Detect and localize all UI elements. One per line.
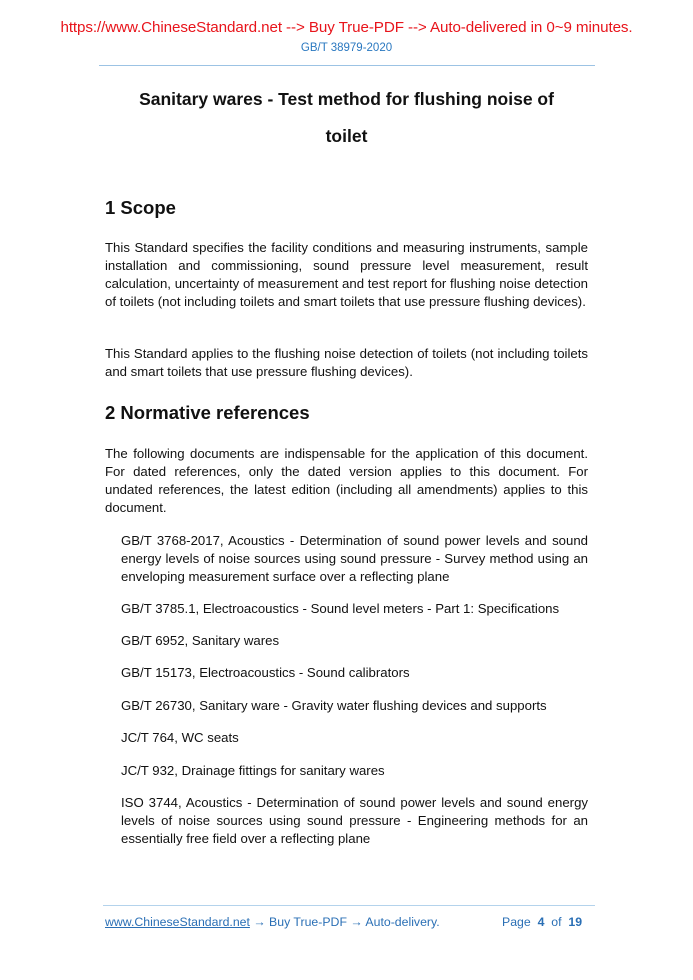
- standard-code: GB/T 38979-2020: [300, 42, 393, 54]
- reference-item: ISO 3744, Acoustics - Determination of sound power levels and sound energy levels of noise sources using sound pressure - Engineering methods for an essentially free field over a reflecting plane: [121, 795, 588, 846]
- document-title-line2: toilet: [325, 126, 368, 146]
- promo-banner[interactable]: https://www.ChineseStandard.net --> Buy True-PDF --> Auto-delivered in 0~9 minutes.: [60, 19, 633, 36]
- scope-paragraph-1: This Standard specifies the facility conditions and measuring instruments, sample installation and commissioning, sound pressure level measurement, result calculation, uncertainty of measurement and test report for flushing noise detection of toilets (not including toilets and smart toilets that use pressure flushing devices).: [105, 240, 588, 309]
- page-total: 19: [568, 915, 583, 929]
- reference-item: GB/T 15173, Electroacoustics - Sound calibrators: [121, 665, 410, 680]
- footer-promo: [105, 915, 440, 929]
- footer-divider: [103, 905, 595, 906]
- scope-paragraph-2: This Standard applies to the flushing noise detection of toilets (not including toilets and smart toilets that use pressure flushing devices).: [105, 346, 588, 379]
- header-divider: [99, 65, 595, 66]
- page-current: 4: [537, 915, 545, 929]
- section-heading-scope: 1 Scope: [105, 197, 176, 218]
- footer-promo-tail: → Buy True-PDF → Auto-delivery.: [249, 915, 440, 929]
- reference-item: JC/T 764, WC seats: [121, 730, 239, 745]
- reference-item: GB/T 3785.1, Electroacoustics - Sound level meters - Part 1: Specifications: [121, 601, 560, 616]
- reference-item: GB/T 26730, Sanitary ware - Gravity water flushing devices and supports: [121, 698, 547, 713]
- section-heading-normative-references: 2 Normative references: [105, 402, 310, 423]
- references-intro-paragraph: The following documents are indispensable for the application of this document. For dated references, only the dated version applies to this document. For undated references, the latest edition (including all amendments) applies to this document.: [105, 446, 588, 515]
- page-of-label: of: [551, 915, 562, 929]
- page-label: Page: [502, 915, 531, 929]
- reference-item: GB/T 6952, Sanitary wares: [121, 633, 280, 648]
- document-title-line1: Sanitary wares - Test method for flushing noise of: [139, 89, 554, 109]
- footer-site-link[interactable]: www.ChineseStandard.net: [105, 915, 250, 929]
- reference-item: JC/T 932, Drainage fittings for sanitary wares: [121, 763, 385, 778]
- reference-item: GB/T 3768-2017, Acoustics - Determination of sound power levels and sound energy levels of noise sources using sound pressure - Survey method using an enveloping measurement surface over a reflecting plane: [121, 533, 588, 584]
- page-indicator: [502, 915, 582, 929]
